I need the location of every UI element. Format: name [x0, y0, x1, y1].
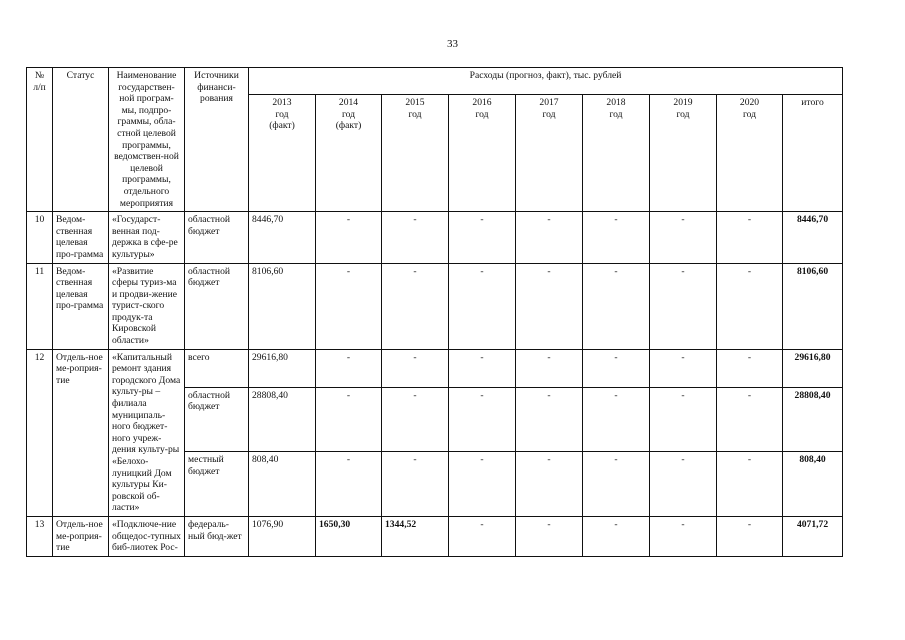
- row-value: -: [583, 263, 650, 349]
- row-value: -: [583, 212, 650, 263]
- row-value: 808,40: [249, 452, 316, 517]
- row-total: 4071,72: [783, 516, 843, 556]
- row-value: -: [717, 452, 783, 517]
- header-row: [27, 68, 843, 95]
- row-number: 13: [27, 516, 53, 556]
- header-year: 2017 год: [516, 95, 583, 212]
- row-value: -: [316, 212, 382, 263]
- row-source: областной бюджет: [185, 387, 249, 452]
- row-number: 11: [27, 263, 53, 349]
- row-value: -: [516, 349, 583, 387]
- row-source: федераль-ный бюд-жет: [185, 516, 249, 556]
- header-year: 2014 год (факт): [316, 95, 382, 212]
- row-value: -: [583, 452, 650, 517]
- row-value: 1650,30: [316, 516, 382, 556]
- row-value: -: [583, 349, 650, 387]
- row-value: -: [382, 452, 449, 517]
- row-value: 1076,90: [249, 516, 316, 556]
- row-source: областной бюджет: [185, 263, 249, 349]
- row-value: -: [583, 516, 650, 556]
- header-year: 2019 год: [650, 95, 717, 212]
- row-value: -: [382, 349, 449, 387]
- row-value: -: [516, 516, 583, 556]
- row-number: 12: [27, 349, 53, 516]
- row-value: -: [316, 387, 382, 452]
- row-name: «Капитальный ремонт здания городского Дома культу-ры – филиала муниципаль-ного бюджет-ного учреж-дения культу-ры «Белохо-луницкий Дом культуры Ки-ровской об-ласти»: [109, 349, 185, 516]
- row-value: -: [449, 516, 516, 556]
- row-value: 8446,70: [249, 212, 316, 263]
- row-value: -: [717, 212, 783, 263]
- row-value: -: [449, 263, 516, 349]
- row-value: 8106,60: [249, 263, 316, 349]
- row-total: 8446,70: [783, 212, 843, 263]
- row-value: -: [717, 263, 783, 349]
- row-value: -: [449, 349, 516, 387]
- row-value: -: [583, 387, 650, 452]
- row-name: «Государст-венная под-держка в сфе-ре культуры»: [109, 212, 185, 263]
- row-value: -: [516, 212, 583, 263]
- header-year: 2016 год: [449, 95, 516, 212]
- table-row: [27, 263, 843, 349]
- row-value: -: [650, 452, 717, 517]
- row-value: 28808,40: [249, 387, 316, 452]
- row-status: Отдель-ное ме-роприя-тие: [53, 349, 109, 516]
- header-total: итого: [783, 95, 843, 212]
- row-value: -: [382, 387, 449, 452]
- table-row: [27, 349, 843, 387]
- row-value: 29616,80: [249, 349, 316, 387]
- header-expenses: Расходы (прогноз, факт), тыс. рублей: [249, 68, 843, 95]
- row-name: «Подключе-ние общедос-тупных биб-лиотек Рос-: [109, 516, 185, 556]
- row-value: -: [717, 349, 783, 387]
- row-source: всего: [185, 349, 249, 387]
- row-number: 10: [27, 212, 53, 263]
- row-value: 1344,52: [382, 516, 449, 556]
- header-number: № л/п: [27, 68, 53, 212]
- page-number: 33: [447, 38, 458, 50]
- row-value: -: [516, 387, 583, 452]
- row-total: 29616,80: [783, 349, 843, 387]
- row-value: -: [516, 263, 583, 349]
- row-value: -: [316, 349, 382, 387]
- row-value: -: [717, 387, 783, 452]
- row-status: Ведом-ственная целевая про-грамма: [53, 212, 109, 263]
- row-value: -: [650, 349, 717, 387]
- row-value: -: [650, 387, 717, 452]
- row-value: -: [316, 452, 382, 517]
- row-total: 28808,40: [783, 387, 843, 452]
- row-value: -: [449, 452, 516, 517]
- row-source: областной бюджет: [185, 212, 249, 263]
- header-year: 2015 год: [382, 95, 449, 212]
- row-status: Ведом-ственная целевая про-грамма: [53, 263, 109, 349]
- header-source: Источники финанси-рования: [185, 68, 249, 212]
- header-year: 2013 год (факт): [249, 95, 316, 212]
- table-row: [27, 212, 843, 263]
- header-status: Статус: [53, 68, 109, 212]
- row-value: -: [382, 212, 449, 263]
- header-year: 2018 год: [583, 95, 650, 212]
- row-value: -: [650, 263, 717, 349]
- row-value: -: [382, 263, 449, 349]
- row-value: -: [449, 212, 516, 263]
- table-row: [27, 516, 843, 556]
- budget-table: [26, 67, 843, 557]
- header-name: Наименование государствен-ной програм-мы, подпро-граммы, обла-стной целевой программы, ведомствен-ной целевой программы, отдельного мероприятия: [109, 68, 185, 212]
- header-year: 2020 год: [717, 95, 783, 212]
- row-value: -: [516, 452, 583, 517]
- row-value: -: [650, 516, 717, 556]
- row-value: -: [717, 516, 783, 556]
- row-value: -: [650, 212, 717, 263]
- row-total: 808,40: [783, 452, 843, 517]
- row-total: 8106,60: [783, 263, 843, 349]
- row-name: «Развитие сферы туриз-ма и продви-жение турист-ского продук-та Кировской области»: [109, 263, 185, 349]
- row-value: -: [449, 387, 516, 452]
- row-status: Отдель-ное ме-роприя-тие: [53, 516, 109, 556]
- row-source: местный бюджет: [185, 452, 249, 517]
- row-value: -: [316, 263, 382, 349]
